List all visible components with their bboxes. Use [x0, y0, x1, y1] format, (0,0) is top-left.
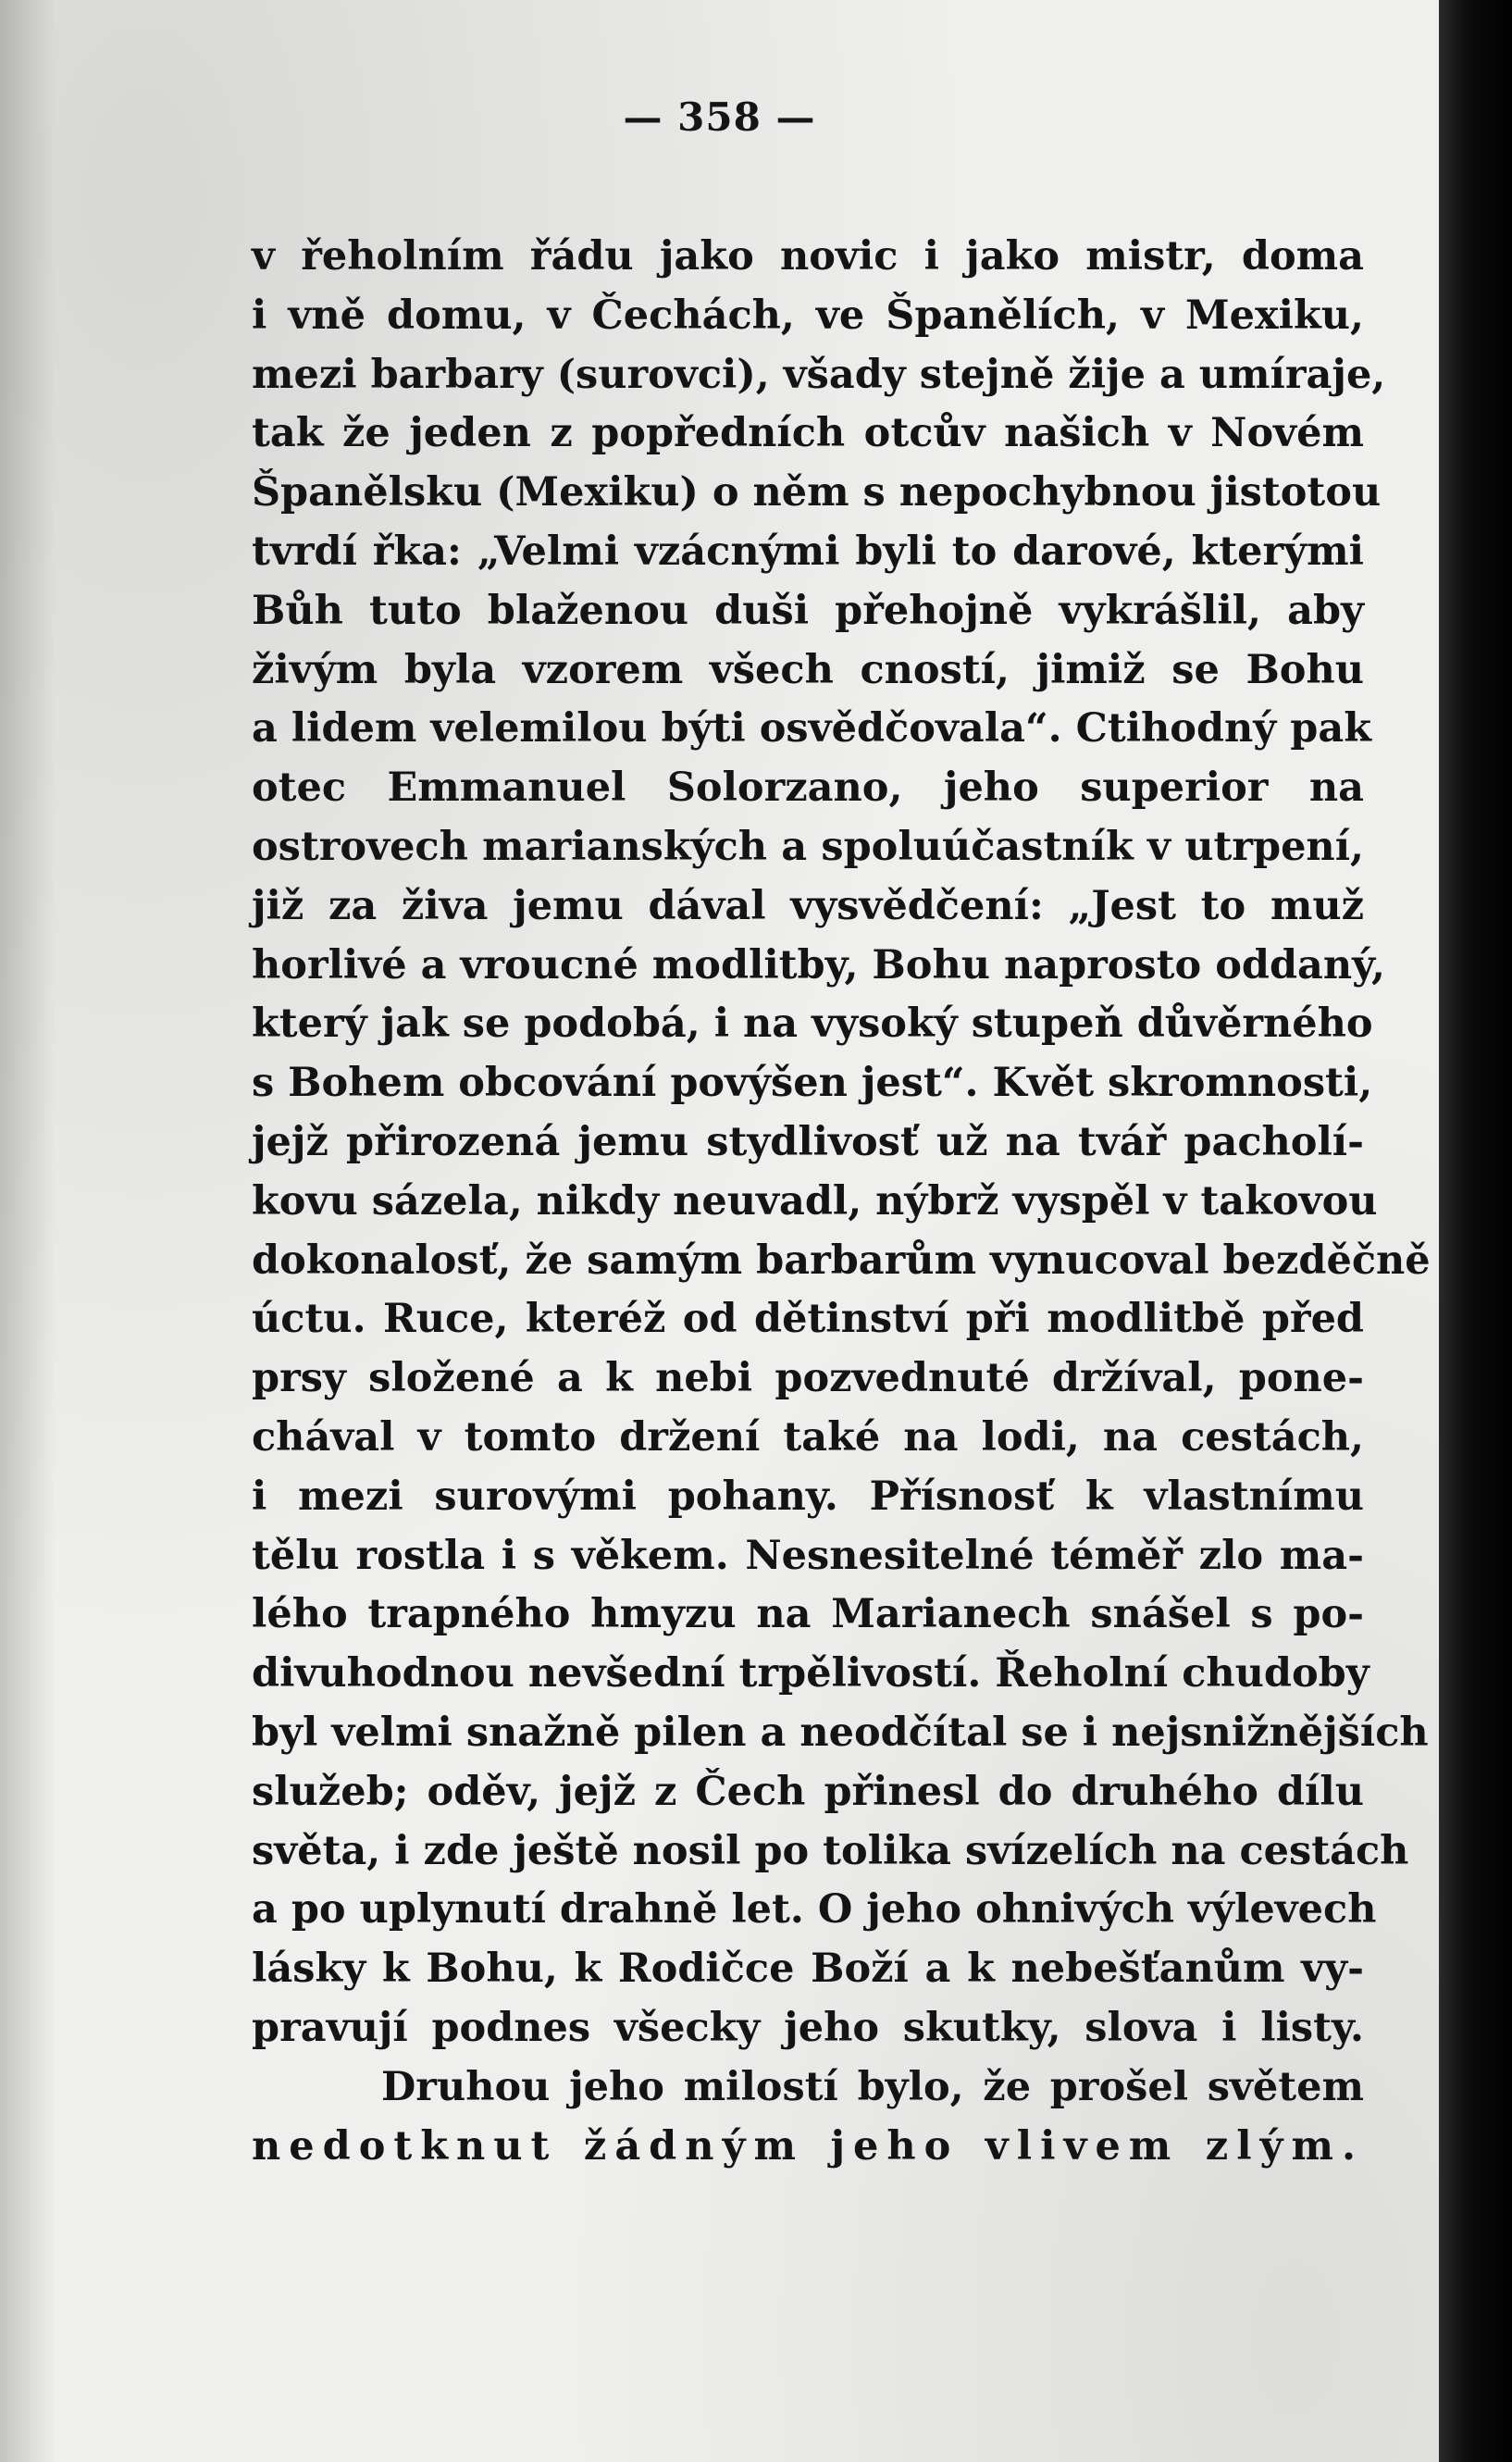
text-line: služeb; oděv, jejž z Čech přinesl do druhého dílu	[252, 1768, 1364, 1815]
text-line: pravují podnes všecky jeho skutky, slova i listy.	[252, 2004, 1364, 2051]
text-line: jejž přirozená jemu stydlivosť už na tvář pacholí-	[252, 1118, 1364, 1165]
text-line: tak že jeden z popředních otcův našich v Novém	[252, 410, 1364, 457]
text-line: mezi barbary (surovci), všady stejně žije a umíraje,	[252, 351, 1386, 398]
scan-dark-edge	[1439, 0, 1512, 2462]
text-line: Španělsku (Mexiku) o něm s nepochybnou jistotou	[252, 469, 1382, 516]
text-line: i mezi surovými pohany. Přísnosť k vlastnímu	[252, 1473, 1364, 1520]
text-line: otec Emmanuel Solorzano, jeho superior na	[252, 765, 1364, 812]
text-line: i vně domu, v Čechách, ve Španělích, v Mexiku,	[252, 292, 1364, 339]
text-line: ostrovech marianských a spoluúčastník v utrpení,	[252, 823, 1364, 870]
text-line: s Bohem obcování povýšen jest“. Květ skromnosti,	[252, 1060, 1373, 1107]
page-number: — 358 —	[623, 94, 816, 140]
text-line: lého trapného hmyzu na Marianech snášel s po-	[252, 1591, 1364, 1638]
text-line: úctu. Ruce, kteréž od dětinství při modlitbě před	[252, 1296, 1364, 1343]
text-line: prsy složené a k nebi pozvednuté držíval, pone-	[252, 1355, 1364, 1402]
text-line: již za živa jemu dával vysvědčení: „Jest to muž	[252, 882, 1364, 929]
text-line: byl velmi snažně pilen a neodčítal se i nejsnižnějších	[252, 1709, 1429, 1756]
text-line: a lidem velemilou býti osvědčovala“. Ctihodný pak	[252, 705, 1371, 752]
text-line: světa, i zde ještě nosil po tolika svízelích na cestách	[252, 1827, 1409, 1874]
text-line: a po uplynutí drahně let. O jeho ohnivých výlevech	[252, 1886, 1377, 1934]
text-line: v řeholním řádu jako novic i jako mistr, doma	[252, 233, 1364, 280]
text-line: dokonalosť, že samým barbarům vynucoval bezděčně	[252, 1237, 1431, 1284]
text-line: tvrdí řka: „Velmi vzácnými byli to darové, kterými	[252, 528, 1364, 575]
page-body-text	[252, 228, 1431, 2176]
text-line: kovu sázela, nikdy neuvadl, nýbrž vyspěl v takovou	[252, 1177, 1378, 1225]
text-line: živým byla vzorem všech cností, jimiž se Bohu	[252, 646, 1364, 693]
text-line-last: nedotknut žádným jeho vlivem zlým.	[252, 2122, 1364, 2170]
paragraph-first-line: Druhou jeho milostí bylo, že prošel světem	[381, 2063, 1364, 2110]
text-line: který jak se podobá, i na vysoký stupeň důvěrného	[252, 1001, 1373, 1048]
text-line: chával v tomto držení také na lodi, na cestách,	[252, 1413, 1364, 1461]
text-line: divuhodnou nevšední trpělivostí. Řeholní chudoby	[252, 1650, 1369, 1697]
text-line: tělu rostla i s věkem. Nesnesitelné téměř zlo ma-	[252, 1532, 1364, 1579]
text-line: Bůh tuto blaženou duši přehojně vykrášlil, aby	[252, 587, 1364, 634]
text-line: horlivé a vroucné modlitby, Bohu naprosto oddaný,	[252, 941, 1385, 989]
text-line: lásky k Bohu, k Rodičce Boží a k nebešťanům vy-	[252, 1946, 1364, 1993]
